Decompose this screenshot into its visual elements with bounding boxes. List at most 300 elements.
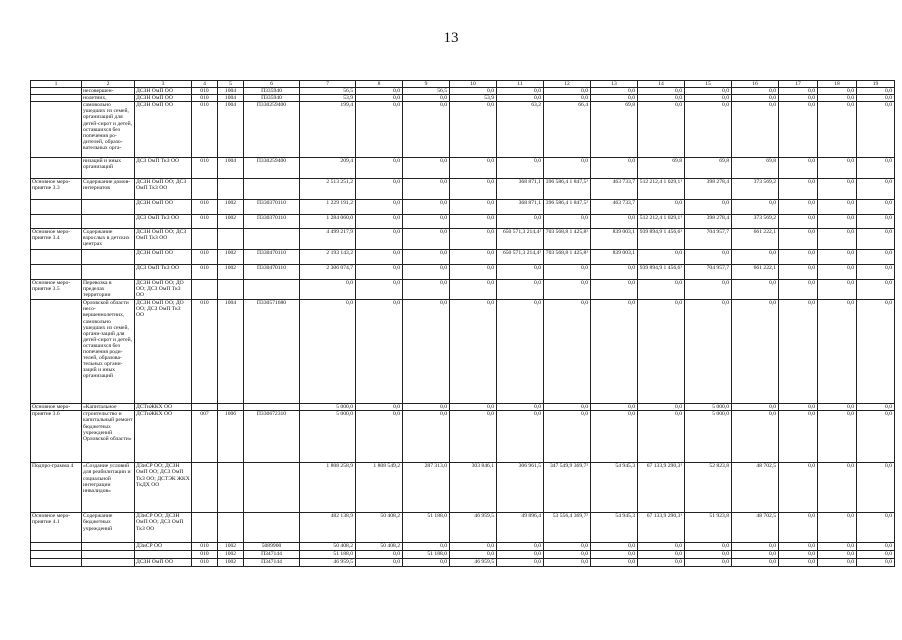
header-row: [31, 81, 895, 88]
table-cell: П330370110: [244, 215, 300, 229]
table-cell: 373 569,2: [732, 179, 779, 200]
table-row: [31, 200, 895, 215]
table-cell: ДСЗН ОмП ОО: [135, 559, 192, 567]
table-cell: 512 212,4 1 029,1¹: [638, 215, 685, 229]
table-cell: 0,0: [544, 411, 591, 463]
table-cell: 010: [192, 158, 218, 179]
table-cell: 0,0: [857, 551, 895, 559]
table-cell: 0,0: [818, 411, 857, 463]
table-cell: 0,0: [638, 102, 685, 158]
table-cell: 63,2: [497, 102, 544, 158]
table-cell: 4 499 217,9: [300, 229, 356, 250]
table-cell: 2 306 074,7: [300, 265, 356, 280]
table-cell: 704 957,7: [685, 265, 732, 280]
table-cell: 0,0: [818, 463, 857, 513]
table-cell: 0,0: [403, 179, 450, 200]
table-cell: 2 193 143,2: [300, 250, 356, 265]
table-cell: 0,0: [497, 404, 544, 411]
table-cell: 0,0: [818, 280, 857, 300]
table-cell: 0,0: [544, 95, 591, 102]
header-cell: 17: [779, 81, 818, 88]
table-cell: 303 846,1: [450, 463, 497, 513]
table-cell: 0,0: [638, 404, 685, 411]
table-cell: 0,0: [591, 215, 638, 229]
header-cell: 11: [497, 81, 544, 88]
table-cell: 0,0: [779, 88, 818, 95]
table-cell: 661 222,1: [732, 265, 779, 280]
table-cell: 0,0: [857, 265, 895, 280]
table-cell: П335940: [244, 88, 300, 95]
table-cell: 0,0: [857, 88, 895, 95]
table-cell: 5 000,0: [685, 411, 732, 463]
table-cell: 0,0: [591, 88, 638, 95]
table-cell: П330470110: [244, 265, 300, 280]
table-cell: 0,0: [818, 229, 857, 250]
header-cell: 14: [638, 81, 685, 88]
table-cell: 0,0: [818, 179, 857, 200]
table-cell: 1004: [218, 158, 244, 179]
table-cell: 0,0: [403, 102, 450, 158]
table-cell: П347144: [244, 559, 300, 567]
table-cell: 0,0: [818, 513, 857, 543]
table-cell: [82, 250, 135, 265]
table-cell: 0,0: [544, 404, 591, 411]
table-cell: 0,0: [857, 158, 895, 179]
header-cell: 2: [82, 81, 135, 88]
table-cell: 0,0: [497, 158, 544, 179]
table-cell: «Создание условий для реабилитации и социальной интеграции инвалидов»: [82, 463, 135, 513]
table-cell: 0,0: [638, 280, 685, 300]
header-cell: 12: [544, 81, 591, 88]
table-cell: несовершен-: [82, 88, 135, 95]
table-cell: 0,0: [638, 551, 685, 559]
table-row: [31, 215, 895, 229]
table-cell: ДЗиСР ОО; ДСЗН ОмП ОО; ДСЗ ОмП ТкЗ ОО; ДСТЭК ЖКХ ТкДХ ОО: [135, 463, 192, 513]
table-cell: [82, 551, 135, 559]
table-cell: 0,0: [638, 300, 685, 404]
table-cell: 0,0: [403, 200, 450, 215]
table-cell: 010: [192, 102, 218, 158]
table-cell: [192, 280, 218, 300]
table-cell: 52 823,8: [685, 463, 732, 513]
table-cell: 49 896,4: [497, 513, 544, 543]
table-cell: 1004: [218, 88, 244, 95]
table-cell: 0,0: [450, 88, 497, 95]
table-cell: 0,0: [732, 250, 779, 265]
table-cell: 0,0: [450, 543, 497, 551]
table-cell: [244, 513, 300, 543]
table-cell: ДЗиСР ОО: [135, 543, 192, 551]
table-cell: 703 568,8 1 425,8²: [544, 229, 591, 250]
budget-table: [30, 80, 895, 567]
table-cell: П330259400: [244, 102, 300, 158]
table-row: [31, 404, 895, 411]
table-cell: 5 000,0: [685, 404, 732, 411]
table-cell: 0,0: [818, 551, 857, 559]
table-cell: 0,0: [450, 158, 497, 179]
table-cell: 0,0: [779, 543, 818, 551]
table-cell: 010: [192, 543, 218, 551]
table-row: [31, 559, 895, 567]
table-cell: 0,0: [591, 404, 638, 411]
table-cell: 0,0: [403, 215, 450, 229]
table-cell: 0,0: [779, 95, 818, 102]
table-cell: 0,0: [857, 513, 895, 543]
table-cell: [82, 215, 135, 229]
table-cell: 0,0: [685, 88, 732, 95]
table-cell: 48 702,5: [732, 463, 779, 513]
header-cell: 8: [356, 81, 403, 88]
table-cell: 0,0: [450, 200, 497, 215]
table-row: [31, 88, 895, 95]
table-cell: 0,0: [403, 229, 450, 250]
table-cell: 0,0: [818, 559, 857, 567]
table-row: [31, 463, 895, 513]
header-cell: 19: [857, 81, 895, 88]
table-cell: 0,0: [818, 265, 857, 280]
table-cell: 512 212,4 1 029,1¹: [638, 179, 685, 200]
table-cell: Перевозка в пределах территории: [82, 280, 135, 300]
table-cell: П330370110: [244, 200, 300, 215]
table-cell: [218, 229, 244, 250]
table-cell: 0,0: [732, 200, 779, 215]
table-cell: [31, 300, 82, 404]
table-cell: 010: [192, 250, 218, 265]
table-cell: [192, 229, 218, 250]
table-cell: 0,0: [779, 559, 818, 567]
table-cell: Основное меро-: [31, 404, 82, 411]
table-cell: ДСЗН ОмП ОО; ДО ОО; ДСЗ ОмП ТкЗ ОО: [135, 280, 192, 300]
table-cell: 0,0: [300, 280, 356, 300]
table-cell: 56,5: [403, 88, 450, 95]
header-cell: 10: [450, 81, 497, 88]
table-cell: 0,0: [857, 215, 895, 229]
table-cell: Подпро-грамма 4: [31, 463, 82, 513]
table-cell: 287 313,0: [403, 463, 450, 513]
header-cell: 16: [732, 81, 779, 88]
table-cell: Основное меро-приятие 3.5: [31, 280, 82, 300]
table-cell: 0,0: [356, 411, 403, 463]
table-cell: 0,0: [732, 88, 779, 95]
table-cell: 0,0: [857, 250, 895, 265]
table-cell: 0,0: [818, 250, 857, 265]
header-cell: 6: [244, 81, 300, 88]
table-cell: 0,0: [544, 280, 591, 300]
table-cell: ДСЗН ОмП ОО; ДСЗ ОмП ТкЗ ОО: [135, 179, 192, 200]
table-cell: 209,4: [300, 158, 356, 179]
table-cell: 0,0: [779, 229, 818, 250]
table-cell: 482 138,9: [300, 513, 356, 543]
table-cell: строительство и капитальный ремонт бюджетных учреждений Орловской области»: [82, 411, 135, 463]
table-cell: [82, 265, 135, 280]
table-cell: 347 549,9 369,7²: [544, 463, 591, 513]
table-cell: 463 733,7: [591, 200, 638, 215]
table-cell: [31, 200, 82, 215]
table-cell: [218, 179, 244, 200]
table-cell: 1006: [218, 411, 244, 463]
table-cell: [31, 102, 82, 158]
table-cell: 5 000,0: [300, 404, 356, 411]
table-cell: 0,0: [818, 88, 857, 95]
table-cell: 0,0: [685, 250, 732, 265]
table-cell: 0,0: [732, 411, 779, 463]
table-cell: 56,5: [300, 88, 356, 95]
table-cell: [244, 229, 300, 250]
table-cell: 1 284 060,0: [300, 215, 356, 229]
table-cell: 010: [192, 215, 218, 229]
table-cell: 463 733,7: [591, 179, 638, 200]
table-cell: 0,0: [356, 95, 403, 102]
table-cell: 010: [192, 265, 218, 280]
table-cell: 010: [192, 88, 218, 95]
table-cell: 0,0: [450, 215, 497, 229]
table-cell: 50 408,2: [300, 543, 356, 551]
table-cell: низаций и иных организаций: [82, 158, 135, 179]
table-cell: 0,0: [356, 102, 403, 158]
table-cell: 0,0: [818, 95, 857, 102]
table-cell: 1002: [218, 215, 244, 229]
table-cell: 0,0: [450, 102, 497, 158]
table-cell: [31, 543, 82, 551]
table-cell: 010: [192, 559, 218, 567]
table-cell: П330259400: [244, 158, 300, 179]
table-cell: П335940: [244, 95, 300, 102]
table-cell: П347144: [244, 551, 300, 559]
table-cell: 1 229 191,2: [300, 200, 356, 215]
table-cell: 396 586,4 1 847,5²: [544, 179, 591, 200]
table-cell: 5 000,0: [300, 411, 356, 463]
table-cell: ДСТиЖКХ ОО: [135, 404, 192, 411]
table-cell: 0,0: [356, 404, 403, 411]
table-cell: 0,0: [857, 102, 895, 158]
table-cell: 0,0: [779, 463, 818, 513]
table-cell: 0,0: [356, 88, 403, 95]
table-cell: [31, 88, 82, 95]
table-row: [31, 102, 895, 158]
table-cell: 0,0: [356, 280, 403, 300]
table-cell: 0,0: [450, 229, 497, 250]
table-row: [31, 158, 895, 179]
table-cell: 368 871,1: [497, 200, 544, 215]
table-cell: 0,0: [779, 200, 818, 215]
table-cell: 0,0: [857, 404, 895, 411]
table-cell: 69,8: [685, 158, 732, 179]
table-cell: 010: [192, 300, 218, 404]
table-cell: 50 408,2: [356, 513, 403, 543]
table-row: [31, 229, 895, 250]
table-cell: 0,0: [497, 543, 544, 551]
table-cell: 1 808 549,2: [356, 463, 403, 513]
table-cell: 703 568,8 1 425,8²: [544, 250, 591, 265]
table-cell: 51 188,0: [300, 551, 356, 559]
table-cell: 0,0: [818, 158, 857, 179]
table-cell: [31, 559, 82, 567]
table-cell: [244, 463, 300, 513]
table-cell: 0,0: [638, 95, 685, 102]
table-cell: 1002: [218, 551, 244, 559]
table-cell: Содержание бюджетных учреждений: [82, 513, 135, 543]
table-cell: 0,0: [544, 559, 591, 567]
table-cell: 0,0: [779, 102, 818, 158]
table-cell: 0,0: [356, 300, 403, 404]
table-cell: 396 586,4 1 847,5²: [544, 200, 591, 215]
table-cell: 650 571,3 214,4²: [497, 250, 544, 265]
table-cell: 0,0: [779, 179, 818, 200]
table-cell: 0,0: [857, 229, 895, 250]
table-cell: [135, 551, 192, 559]
table-cell: Содержание домов-интернатов: [82, 179, 135, 200]
table-cell: ДСЗН ОмП ОО: [135, 200, 192, 215]
table-cell: 0,0: [497, 559, 544, 567]
table-cell: 0,0: [356, 215, 403, 229]
table-cell: 1004: [218, 102, 244, 158]
table-cell: 50 408,2: [356, 543, 403, 551]
table-cell: 0,0: [857, 559, 895, 567]
table-cell: 0,0: [818, 102, 857, 158]
table-cell: 1002: [218, 265, 244, 280]
header-cell: 7: [300, 81, 356, 88]
table-cell: ДЗиСР ОО; ДСЗН ОмП ОО; ДСЗ ОмП ТкЗ ОО: [135, 513, 192, 543]
table-cell: 0,0: [685, 280, 732, 300]
table-cell: 1002: [218, 543, 244, 551]
table-cell: 0,0: [857, 463, 895, 513]
table-cell: [244, 280, 300, 300]
table-cell: 0,0: [638, 250, 685, 265]
table-cell: 839 003,1: [591, 229, 638, 250]
table-cell: Основное меро-приятие 3.4: [31, 229, 82, 250]
table-cell: 0,0: [450, 265, 497, 280]
table-cell: 0,0: [857, 543, 895, 551]
table-cell: 69,8: [591, 102, 638, 158]
table-row: [31, 250, 895, 265]
table-cell: 0,0: [300, 300, 356, 404]
table-cell: 0,0: [403, 411, 450, 463]
table-cell: 0,0: [591, 411, 638, 463]
table-cell: 0,0: [497, 411, 544, 463]
table-row: [31, 300, 895, 404]
table-cell: 0,0: [544, 543, 591, 551]
header-cell: 18: [818, 81, 857, 88]
table-cell: 0,0: [638, 559, 685, 567]
table-cell: 69,8: [732, 158, 779, 179]
table-cell: 0,0: [450, 250, 497, 265]
table-cell: 1 808 258,9: [300, 463, 356, 513]
table-cell: 0,0: [818, 300, 857, 404]
table-cell: Содержание взрослых в детских центрах: [82, 229, 135, 250]
table-cell: 199,4: [300, 102, 356, 158]
table-cell: 0,0: [591, 543, 638, 551]
table-cell: 0,0: [732, 300, 779, 404]
table-cell: 0,0: [497, 280, 544, 300]
table-cell: 0,0: [779, 265, 818, 280]
table-cell: 1002: [218, 559, 244, 567]
table-cell: 007: [192, 411, 218, 463]
table-cell: 0,0: [356, 559, 403, 567]
table-cell: 0,0: [818, 200, 857, 215]
table-cell: 0,0: [403, 300, 450, 404]
table-cell: нолетних,: [82, 95, 135, 102]
table-cell: 650 571,3 214,4²: [497, 229, 544, 250]
table-cell: 0,0: [591, 280, 638, 300]
table-cell: 0,0: [779, 513, 818, 543]
table-cell: [82, 200, 135, 215]
table-cell: 939 894,9 1 456,6¹: [638, 265, 685, 280]
table-cell: 0,0: [403, 158, 450, 179]
table-cell: ДСЗН ОмП ОО; ДСЗ ОмП ТкЗ ОО: [135, 229, 192, 250]
header-cell: 1: [31, 81, 82, 88]
table-cell: [82, 543, 135, 551]
table-cell: 0,0: [779, 300, 818, 404]
table-cell: 0,0: [544, 265, 591, 280]
table-cell: 0,0: [356, 200, 403, 215]
table-cell: 0,0: [356, 265, 403, 280]
table-cell: 0,0: [544, 158, 591, 179]
table-cell: 010: [192, 551, 218, 559]
table-cell: 53 556,4 369,7²: [544, 513, 591, 543]
table-cell: «Капитальное: [82, 404, 135, 411]
table-cell: 0,0: [779, 551, 818, 559]
table-cell: [192, 179, 218, 200]
table-cell: 46 959,5: [300, 559, 356, 567]
table-cell: приятие 3.6: [31, 411, 82, 463]
table-cell: 0,0: [497, 551, 544, 559]
header-cell: 3: [135, 81, 192, 88]
table-cell: 0,0: [638, 543, 685, 551]
table-cell: 0,0: [857, 300, 895, 404]
table-row: [31, 280, 895, 300]
table-cell: 0,0: [685, 102, 732, 158]
header-cell: 15: [685, 81, 732, 88]
table-cell: 0,0: [732, 404, 779, 411]
table-cell: Основное меро-приятие 3.3: [31, 179, 82, 200]
table-cell: 0,0: [591, 265, 638, 280]
table-cell: [218, 513, 244, 543]
table-cell: 1002: [218, 250, 244, 265]
table-cell: 704 957,7: [685, 229, 732, 250]
table-cell: 0,0: [450, 551, 497, 559]
table-cell: 0,0: [356, 229, 403, 250]
table-cell: 0,0: [732, 551, 779, 559]
table-cell: 0,0: [497, 300, 544, 404]
table-cell: 0,0: [403, 250, 450, 265]
table-cell: 0,0: [497, 95, 544, 102]
table-cell: 0,0: [403, 543, 450, 551]
table-cell: ДСЗ ОмП ТкЗ ОО: [135, 158, 192, 179]
table-cell: [31, 215, 82, 229]
table-cell: 010: [192, 200, 218, 215]
table-cell: 0,0: [638, 88, 685, 95]
table-cell: П330672310: [244, 411, 300, 463]
table-cell: 51 923,8: [685, 513, 732, 543]
table-cell: 0,0: [591, 95, 638, 102]
table-cell: [218, 404, 244, 411]
table-cell: 46 959,5: [450, 559, 497, 567]
table-cell: 0,0: [356, 158, 403, 179]
table-cell: 0,0: [779, 411, 818, 463]
table-row: [31, 411, 895, 463]
table-cell: 0,0: [591, 300, 638, 404]
table-cell: ДСЗН ОмП ОО; ДО ОО; ДСЗ ОмП ТкЗ ОО: [135, 300, 192, 404]
table-cell: 010: [192, 95, 218, 102]
table-cell: 0,0: [685, 559, 732, 567]
table-cell: ДСЗН ОмП ОО: [135, 250, 192, 265]
table-row: [31, 543, 895, 551]
table-cell: 0,0: [779, 404, 818, 411]
table-cell: 0,0: [818, 404, 857, 411]
table-cell: [31, 551, 82, 559]
table-cell: 939 894,9 1 456,6¹: [638, 229, 685, 250]
table-cell: [31, 95, 82, 102]
